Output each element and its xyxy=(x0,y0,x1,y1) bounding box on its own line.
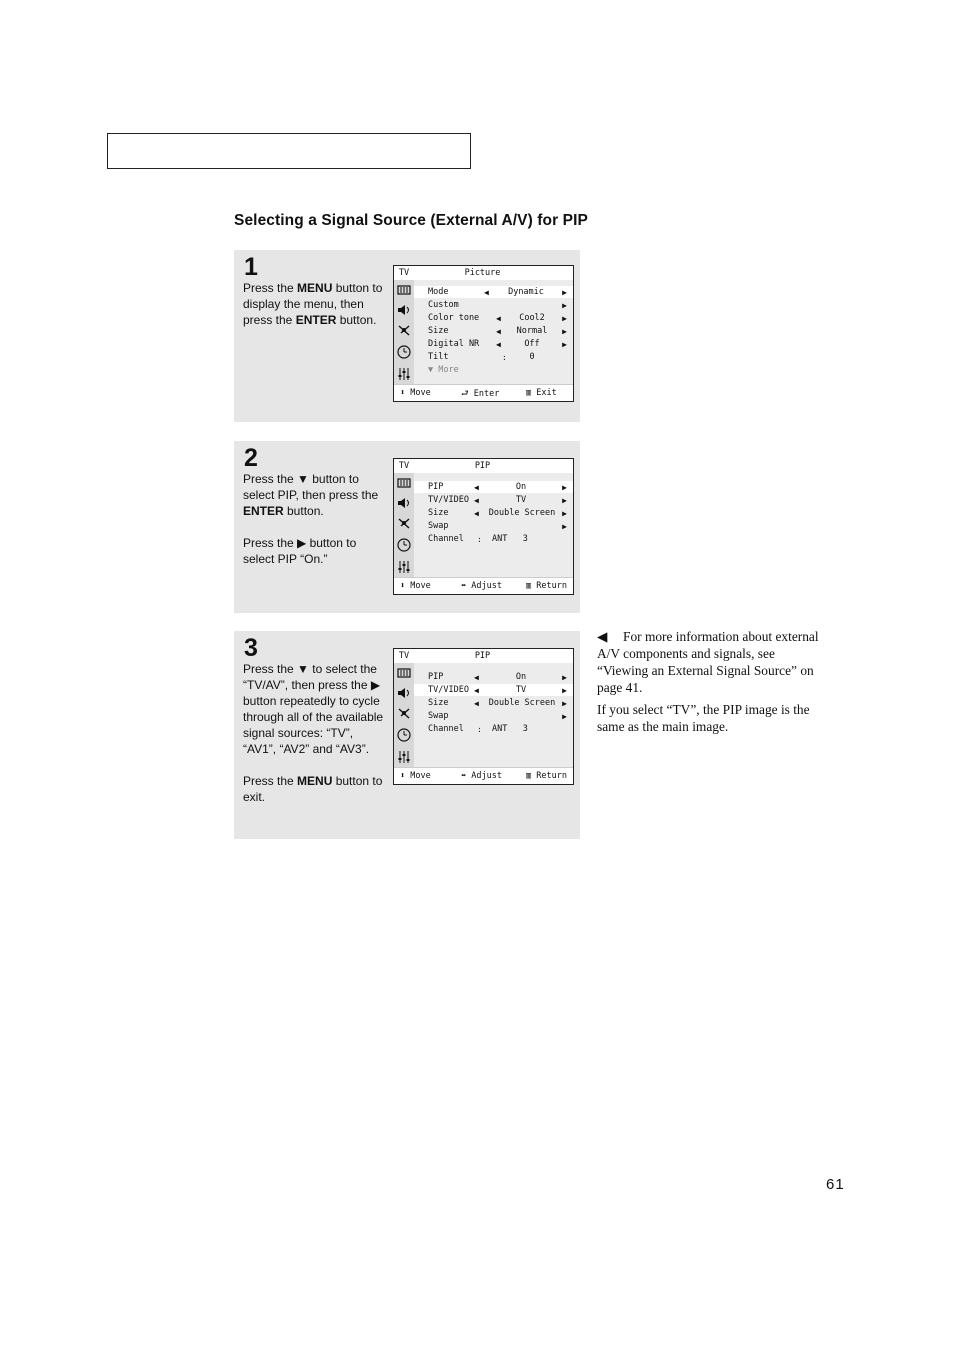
osd-footer xyxy=(394,767,573,784)
page-number: 61 xyxy=(826,1176,845,1193)
osd-title: PIP xyxy=(414,651,551,661)
channel-icon xyxy=(397,517,411,529)
arrow-left-icon: ◀ xyxy=(597,629,608,644)
picture-icon xyxy=(397,667,411,679)
osd-footer xyxy=(394,384,573,401)
step-instructions xyxy=(243,280,385,328)
osd-row-pip: PIP ◀ On ▶ xyxy=(414,481,573,493)
channel-icon xyxy=(397,324,411,336)
osd-row-mode: Mode ◀ Dynamic ▶ xyxy=(414,286,573,298)
osd-tv-label: TV xyxy=(398,268,410,278)
osd-icon-column xyxy=(394,280,414,385)
osd-row-swap: Swap ▶ xyxy=(428,521,567,531)
picture-icon xyxy=(397,284,411,296)
clock-icon xyxy=(397,538,411,552)
osd-row-channel: Channel : ANT 3 xyxy=(428,534,528,544)
return-hint: ▥ Return xyxy=(526,581,567,591)
side-note xyxy=(597,628,822,735)
osd-pip-menu xyxy=(393,648,574,785)
picture-icon xyxy=(397,477,411,489)
enter-key: ENTER xyxy=(243,504,284,518)
adjust-hint: ⬌ Adjust xyxy=(461,581,502,591)
step-3-panel xyxy=(234,631,580,839)
osd-row-size: Size ◀ Double Screen ▶ xyxy=(428,508,567,518)
sound-icon xyxy=(397,304,411,316)
step-number: 1 xyxy=(244,253,258,281)
sound-icon xyxy=(397,687,411,699)
move-hint: ⬍ Move xyxy=(400,581,431,591)
enter-key: ENTER xyxy=(295,313,337,327)
enter-hint: ⮐ Enter xyxy=(461,389,500,399)
osd-row-more: ▼ More xyxy=(428,365,459,375)
osd-pip-menu xyxy=(393,458,574,595)
setup-icon xyxy=(397,367,411,381)
clock-icon xyxy=(397,345,411,359)
text: Press the xyxy=(243,281,298,295)
osd-tv-label: TV xyxy=(398,651,410,661)
note-text: If you select “TV”, the PIP image is the same as the main image. xyxy=(597,702,810,734)
text: Press the ▼ to select the “TV/AV”, then press the ▶ button repeatedly to cycle through all of the available signal sources: “TV”, “AV1”, “AV2” and “AV3”. xyxy=(243,662,384,756)
osd-row-swap: Swap ▶ xyxy=(428,711,567,721)
osd-row-size: Size ◀ Normal ▶ xyxy=(428,326,567,336)
exit-hint: ▥ Exit xyxy=(526,388,557,398)
text: Press the ▼ button to select PIP, then press the xyxy=(243,472,379,502)
step-2-panel xyxy=(234,441,580,613)
osd-picture-menu xyxy=(393,265,574,402)
osd-row-pip: PIP ◀ On ▶ xyxy=(428,672,567,682)
osd-title: Picture xyxy=(414,268,551,278)
sound-icon xyxy=(397,497,411,509)
osd-row-custom: Custom ▶ xyxy=(428,300,567,310)
osd-tv-label: TV xyxy=(398,461,410,471)
osd-row-tv-video: TV/VIDEO ◀ TV ▶ xyxy=(428,495,567,505)
osd-row-size: Size ◀ Double Screen ▶ xyxy=(428,698,567,708)
note-text: For more information about external A/V components and signals, see “Viewing an External Signal Source” on page 41. xyxy=(597,629,819,695)
step-number: 3 xyxy=(244,634,258,662)
setup-icon xyxy=(397,750,411,764)
channel-icon xyxy=(397,707,411,719)
osd-icon-column xyxy=(394,663,414,768)
menu-key: MENU xyxy=(297,774,333,788)
step-instructions xyxy=(243,471,385,567)
menu-key: MENU xyxy=(297,281,333,295)
section-title: Selecting a Signal Source (External A/V) for PIP xyxy=(234,212,588,229)
return-hint: ▥ Return xyxy=(526,771,567,781)
step-number: 2 xyxy=(244,444,258,472)
step-instructions xyxy=(243,661,385,805)
move-hint: ⬍ Move xyxy=(400,771,431,781)
osd-icon-column xyxy=(394,473,414,578)
adjust-hint: ⬌ Adjust xyxy=(461,771,502,781)
osd-footer xyxy=(394,577,573,594)
text: button. xyxy=(283,504,324,518)
osd-row-digital-nr: Digital NR ◀ Off ▶ xyxy=(428,339,567,349)
osd-row-tilt: Tilt : 0 xyxy=(428,352,535,362)
move-hint: ⬍ Move xyxy=(400,388,431,398)
text: Press the ▶ button to select PIP “On.” xyxy=(243,536,357,566)
text: Press the xyxy=(243,774,298,788)
osd-row-tv-video: TV/VIDEO ◀ TV ▶ xyxy=(414,684,573,696)
setup-icon xyxy=(397,560,411,574)
osd-title: PIP xyxy=(414,461,551,471)
step-1-panel xyxy=(234,250,580,422)
text: button to exit. xyxy=(243,774,383,804)
text: button. xyxy=(336,313,377,327)
header-box xyxy=(107,133,471,169)
text: button to display the menu, then press the xyxy=(243,281,383,327)
osd-row-channel: Channel : ANT 3 xyxy=(428,724,528,734)
osd-row-color-tone: Color tone ◀ Cool2 ▶ xyxy=(428,313,567,323)
clock-icon xyxy=(397,728,411,742)
